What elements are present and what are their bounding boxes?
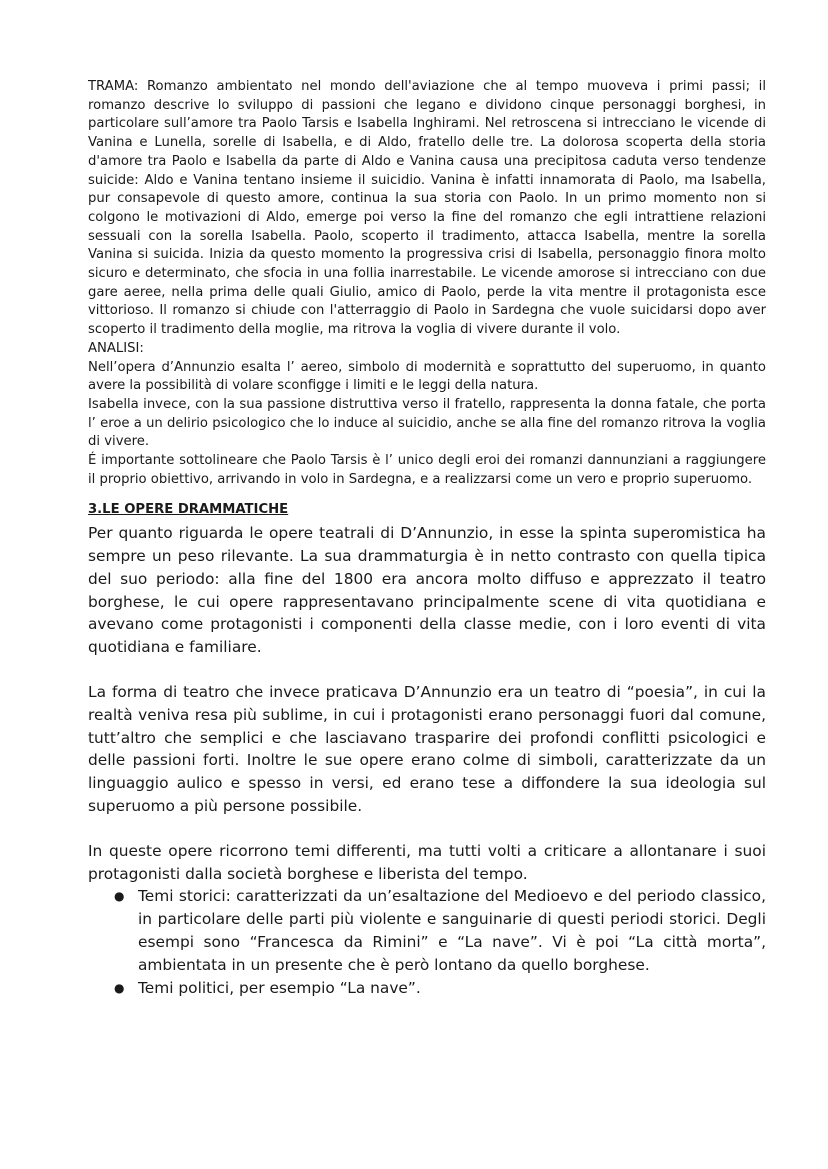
dramatic-works-section	[88, 501, 766, 999]
trama-paragraph: TRAMA: Romanzo ambientato nel mondo dell'aviazione che al tempo muoveva i primi passi; il romanzo descrive lo sviluppo di passioni che legano e dividono cinque personaggi borghesi, in particolare sull’amore tra Paolo Tarsis e Isabella Inghirami. Nel retroscena si intrecciano le vicende di Vanina e Lunella, sorelle di Isabella, e di Aldo, fratello delle tre. La dolorosa scoperta della storia d'amore tra Paolo e Isabella da parte di Aldo e Vanina causa una precipitosa caduta verso tendenze suicide: Aldo e Vanina tentano insieme il suicidio. Vanina è infatti innamorata di Paolo, ma Isabella, pur consapevole di questo amore, continua la sua storia con Paolo. In un primo momento non si colgono le motivazioni di Aldo, emerge poi verso la fine del romanzo che egli intrattiene relazioni sessuali con la sorella Isabella. Paolo, scoperto il tradimento, attacca Isabella, mentre la sorella Vanina si suicida. Inizia da questo momento la progressiva crisi di Isabella, personaggio finora molto sicuro e determinato, che sfocia in una follia inarrestabile. Le vicende amorose si intrecciano con due gare aeree, nella prima delle quali Giulio, amico di Paolo, perde la vita mentre il protagonista esce vittorioso. Il romanzo si chiude con l'atterraggio di Paolo in Sardegna che vuole suicidarsi dopo aver scoperto il tradimento della moglie, ma ritrova la voglia di vivere durante il volo.	[88, 79, 766, 338]
bullet-icon: ●	[114, 889, 125, 904]
list-item	[114, 977, 766, 1000]
body-paragraph-3: In queste opere ricorrono temi differenti, ma tutti volti a criticare a allontanare i suoi protagonisti dalla società borghese e liberista del tempo.	[88, 841, 766, 883]
list-item-text: Temi storici: caratterizzati da un’esaltazione del Medioevo e del periodo classico, in particolare delle parti più violente e sanguinarie di questi periodi storici. Degli esempi sono “Francesca da Rimini” e “La nave”. Vi è poi “La città morta”, ambientata in un presente che è però lontano da quello borghese.	[138, 887, 766, 974]
body-paragraph-2: La forma di teatro che invece praticava D’Annunzio era un teatro di “poesia”, in cui la realtà veniva resa più sublime, in cui i protagonisti erano personaggi fuori dal comune, tutt’altro che semplici e che lasciavano trasparire dei profondi conflitti psicologici e delle passioni forti. Inoltre le sue opere erano colme di simboli, caratterizzate da un linguaggio aulico e spesso in versi, ed erano tese a diffondere la sua ideologia sul superuomo a più persone possibile.	[88, 682, 766, 815]
analisi-paragraph-2: Isabella invece, con la sua passione distruttiva verso il fratello, rappresenta la donna fatale, che porta l’ eroe a un delirio psicologico che lo induce al suicidio, anche se alla fine del romanzo ritrova la voglia di vivere.	[88, 396, 766, 450]
analisi-paragraph-3: É importante sottolineare che Paolo Tarsis è l’ unico degli eroi dei romanzi dannunziani a raggiungere il proprio obiettivo, arrivando in volo in Sardegna, e a realizzarsi come un vero e proprio superuomo.	[88, 453, 766, 487]
analisi-paragraph-1: Nell’opera d’Annunzio esalta l’ aereo, simbolo di modernità e soprattutto del superuomo, in quanto avere la possibilità di volare sconfigge i limiti e le leggi della natura.	[88, 359, 766, 394]
list-item	[114, 885, 766, 976]
novel-summary-section	[88, 78, 766, 489]
section-heading: 3.LE OPERE DRAMMATICHE	[88, 502, 289, 518]
list-item-text: Temi politici, per esempio “La nave”.	[138, 978, 421, 997]
body-paragraph-1: Per quanto riguarda le opere teatrali di D’Annunzio, in esse la spinta superomistica ha sempre un peso rilevante. La sua drammaturgia è in netto contrasto con quella tipica del suo periodo: alla fine del 1800 era ancora molto diffuso e apprezzato il teatro borghese, le cui opere rappresentavano principalmente scene di vita quotidiana e avevano come protagonisti i componenti della classe medie, con i loro eventi di vita quotidiana e familiare.	[88, 524, 766, 657]
themes-list	[88, 885, 766, 999]
analisi-label: ANALISI:	[88, 340, 144, 356]
bullet-icon: ●	[114, 980, 125, 995]
